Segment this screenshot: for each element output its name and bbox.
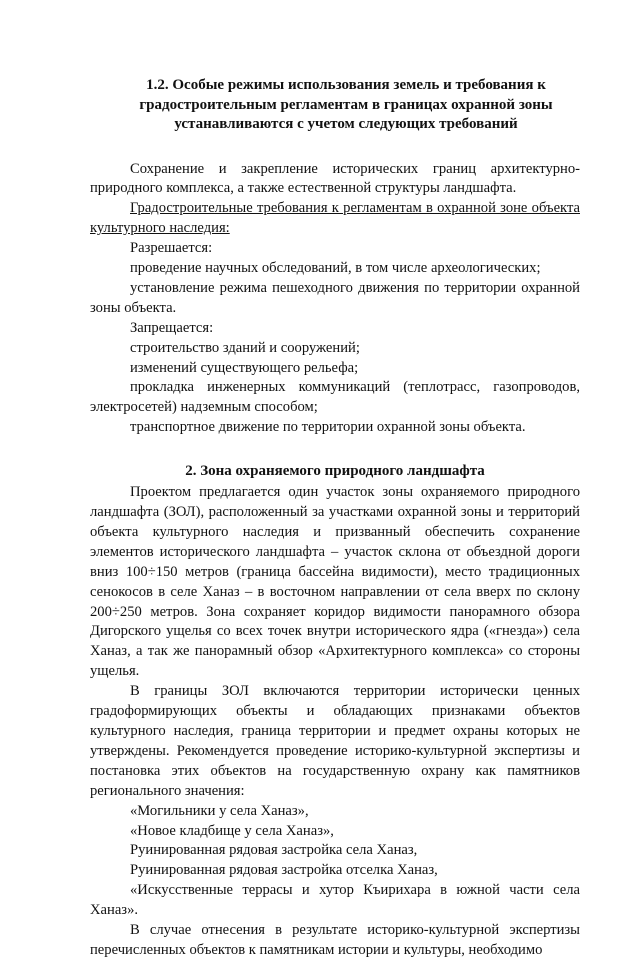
section2-paragraph-3: В случае отнесения в результате историко-культурной экспертизы перечисленных объектов к памятникам истории и культуры, необходимо (90, 922, 580, 958)
section2-paragraph-1: Проектом предлагается один участок зоны охраняемого природного ландшафта (ЗОЛ), расположенный за участками охранной зоны и территорий объекта культурного наследия и призванный обеспечить сохранение элементов исторического ландшафта – участок склона от объездной дороги вниз 100÷150 метров (граница бассейна видимости), место традиционных сенокосов в селе Ханаз – в восточном направлении от села вверх по склону 200÷250 метров. Зона сохраняет коридор видимости панорамного обзора Дигорского ущелья со всех точек внутри исторического ядра («гнезда») села Ханаз, а так же панорамный обзор «Архитектурного комплекса» со стороны ущелья. (90, 484, 580, 680)
section2-paragraph-2: В границы ЗОЛ включаются территории исторически ценных градоформирующих объекты и обладающих признаками объектов культурного наследия, граница территории и предмет охраны которых не утверждены. Рекомендуется проведение историко-культурной экспертизы и постановка этих объектов на государственную охрану как памятников регионального значения: (90, 683, 580, 799)
forbidden-label: Запрещается: (130, 319, 214, 336)
section2-heading: 2. Зона охраняемого природного ландшафта (185, 463, 485, 480)
forbidden-item: строительство зданий и сооружений; (130, 339, 360, 356)
forbidden-item: изменений существующего рельефа; (130, 359, 359, 376)
document-page (90, 76, 580, 961)
forbidden-item: прокладка инженерных коммуникаций (теплотрасс, газопроводов, электросетей) надземным способом; (90, 379, 580, 416)
list-item: «Могильники у села Ханаз», (130, 802, 309, 819)
requirements-heading-text: Градостроительные требования к регламентам в охранной зоне объекта культурного наследия: (90, 200, 580, 237)
requirements-heading (90, 199, 580, 239)
list-item: Руинированная рядовая застройка отселка Ханаз, (130, 862, 438, 879)
list-item: «Новое кладбище у села Ханаз», (130, 822, 334, 839)
allowed-item: проведение научных обследований, в том числе археологических; (130, 260, 541, 277)
forbidden-item: транспортное движение по территории охранной зоны объекта. (130, 419, 526, 436)
list-item: Руинированная рядовая застройка села Ханаз, (130, 842, 418, 859)
list-item: «Искусственные террасы и хутор Къирихара в южной части села Ханаз». (90, 882, 580, 919)
intro-paragraph: Сохранение и закрепление исторических границ архитектурно-природного комплекса, а также естественной структуры ландшафта. (90, 160, 580, 197)
section-title: 1.2. Особые режимы использования земель и требования к градостроительным регламентам в границах охранной зоны устанавливаются с учетом следующих требований (139, 77, 553, 132)
allowed-item: установление режима пешеходного движения по территории охранной зоны объекта. (90, 279, 580, 316)
allowed-label: Разрешается: (130, 240, 213, 257)
